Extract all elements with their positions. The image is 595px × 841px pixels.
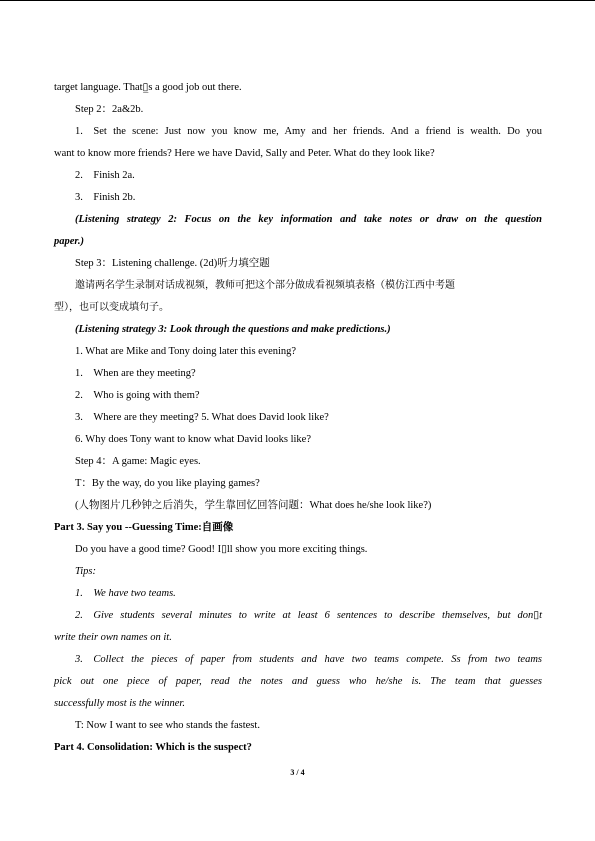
body-line: Do you have a good time? Good! I▯ll show you more exciting things. [75,544,368,555]
question-item: 2. Who is going with them? [75,390,200,401]
body-line: target language. That▯̲s a good job out there. [54,82,242,93]
teacher-line: T：By the way, do you like playing games? [75,478,260,489]
listening-strategy-2: (Listening strategy 2: Focus on the key information and take notes or draw on the question [75,214,542,225]
body-line: want to know more friends? Here we have David, Sally and Peter. What do they look like? [54,148,435,159]
question-item: 3. Where are they meeting? 5. What does David look like? [75,412,329,423]
part-3-heading: Part 3. Say you --Guessing Time:自画像 [54,522,234,533]
list-item: 2. Finish 2a. [75,170,135,181]
step-3-heading: Step 3：Listening challenge. (2d)听力填空题 [75,258,270,269]
teacher-line: T: Now I want to see who stands the fastest. [75,720,260,731]
question-item: 6. Why does Tony want to know what David looks like? [75,434,311,445]
tip-item: 3. Collect the pieces of paper from students and have two teams compete. Ss from two teams [75,654,542,665]
chinese-note: (人物图片几秒钟之后消失，学生靠回忆回答问题：What does he/she look like?) [75,500,432,511]
step-2-heading: Step 2：2a&2b. [75,104,144,115]
chinese-instruction: 邀请两名学生录制对话成视频，教师可把这个部分做成看视频填表格（模仿江西中考题 [75,280,455,291]
page-number: 3 / 4 [290,768,305,777]
tip-item: 2. Give students several minutes to write at least 6 sentences to describe themselves, but don▯t [75,610,542,621]
question-item: 1. What are Mike and Tony doing later this evening? [75,346,297,357]
part-4-heading: Part 4. Consolidation: Which is the suspect? [54,742,252,753]
tips-heading: Tips: [75,566,97,577]
tip-item-cont: write their own names on it. [54,632,172,643]
step-4-heading: Step 4：A game: Magic eyes. [75,456,201,467]
chinese-instruction-cont: 型），也可以变成填句子。 [54,302,169,313]
tip-item-cont: successfully most is the winner. [54,698,185,709]
listening-strategy-2-cont: paper.) [54,236,85,247]
tip-item: 1. We have two teams. [75,588,176,599]
listening-strategy-3: (Listening strategy 3: Look through the questions and make predictions.) [75,324,391,335]
list-item: 3. Finish 2b. [75,192,136,203]
tip-item-cont: pick out one piece of paper, read the notes and guess who he/she is. The team that guesses [54,676,542,687]
question-item: 1. When are they meeting? [75,368,196,379]
page-top-border [0,0,595,1]
body-line: 1. Set the scene: Just now you know me, Amy and her friends. And a friend is wealth. Do you [75,126,542,137]
